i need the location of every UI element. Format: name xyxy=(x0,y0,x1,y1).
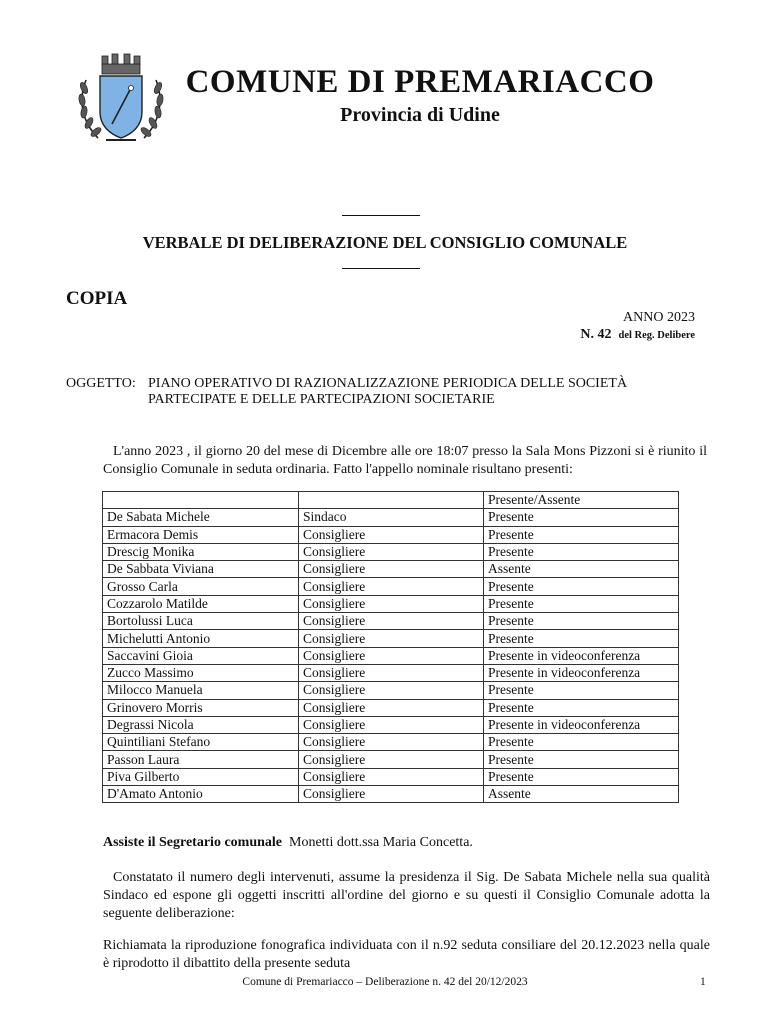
role-cell: Consigliere xyxy=(299,786,484,803)
member-name-cell: Passon Laura xyxy=(103,751,299,768)
table-row xyxy=(103,786,679,803)
table-row xyxy=(103,734,679,751)
secretary-label: Assiste il Segretario comunale xyxy=(103,835,282,850)
table-row xyxy=(103,682,679,699)
divider-top xyxy=(342,215,420,216)
register-label: del Reg. Delibere xyxy=(618,330,695,341)
member-name-cell: De Sabbata Viviana xyxy=(103,561,299,578)
attendance-cell: Assente xyxy=(484,786,679,803)
attendance-cell: Assente xyxy=(484,561,679,578)
attendance-cell: Presente xyxy=(484,526,679,543)
role-cell: Consigliere xyxy=(299,751,484,768)
role-cell: Consigliere xyxy=(299,578,484,595)
attendance-cell: Presente in videoconferenza xyxy=(484,647,679,664)
attendance-table xyxy=(102,491,679,803)
member-name-cell: Ermacora Demis xyxy=(103,526,299,543)
member-name-cell: D'Amato Antonio xyxy=(103,786,299,803)
role-cell: Sindaco xyxy=(299,509,484,526)
secretary-name: Monetti dott.ssa Maria Concetta. xyxy=(289,835,473,850)
subject-block xyxy=(66,376,706,408)
table-row xyxy=(103,595,679,612)
divider-bottom xyxy=(342,268,420,269)
page-number: 1 xyxy=(700,976,706,988)
table-row xyxy=(103,578,679,595)
role-cell: Consigliere xyxy=(299,699,484,716)
subject-line-2: PARTECIPATE E DELLE PARTECIPAZIONI SOCIETARIE xyxy=(148,392,495,407)
attendance-cell: Presente xyxy=(484,578,679,595)
attendance-cell: Presente xyxy=(484,543,679,560)
role-cell: Consigliere xyxy=(299,716,484,733)
member-name-cell: De Sabata Michele xyxy=(103,509,299,526)
attendance-cell: Presente xyxy=(484,630,679,647)
table-row xyxy=(103,561,679,578)
role-cell: Consigliere xyxy=(299,595,484,612)
role-cell: Consigliere xyxy=(299,664,484,681)
table-header-row xyxy=(103,492,679,509)
member-name-cell: Drescig Monika xyxy=(103,543,299,560)
table-row xyxy=(103,543,679,560)
table-row xyxy=(103,768,679,785)
role-cell: Consigliere xyxy=(299,561,484,578)
attendance-cell: Presente xyxy=(484,509,679,526)
table-row xyxy=(103,716,679,733)
subject-line-1: PIANO OPERATIVO DI RAZIONALIZZAZIONE PERIODICA DELLE SOCIETÀ xyxy=(148,376,628,391)
intro-paragraph: L'anno 2023 , il giorno 20 del mese di Dicembre alle ore 18:07 presso la Sala Mons Pizzoni si è riunito il Consiglio Comunale in seduta ordinaria. Fatto l'appello nominale risultano presenti: xyxy=(103,444,707,477)
table-row xyxy=(103,509,679,526)
member-name-cell: Zucco Massimo xyxy=(103,664,299,681)
role-cell: Consigliere xyxy=(299,630,484,647)
recording-paragraph: Richiamata la riproduzione fonografica individuata con il n.92 seduta consiliare del 20.12.2023 nella quale è riprodotto il dibattito della presente seduta xyxy=(103,938,710,971)
table-row xyxy=(103,664,679,681)
attendance-cell: Presente xyxy=(484,768,679,785)
member-name-cell: Degrassi Nicola xyxy=(103,716,299,733)
table-row xyxy=(103,526,679,543)
attendance-cell: Presente in videoconferenza xyxy=(484,716,679,733)
member-name-cell: Saccavini Gioia xyxy=(103,647,299,664)
attendance-cell: Presente/Assente xyxy=(484,492,679,509)
role-cell: Consigliere xyxy=(299,647,484,664)
copy-label: COPIA xyxy=(66,288,128,309)
attendance-cell: Presente xyxy=(484,734,679,751)
member-name-cell: Milocco Manuela xyxy=(103,682,299,699)
attendance-cell: Presente in videoconferenza xyxy=(484,664,679,681)
member-name-cell: Cozzarolo Matilde xyxy=(103,595,299,612)
attendance-cell: Presente xyxy=(484,682,679,699)
table-row xyxy=(103,647,679,664)
role-cell: Consigliere xyxy=(299,526,484,543)
attendance-cell: Presente xyxy=(484,751,679,768)
table-row xyxy=(103,751,679,768)
role-cell: Consigliere xyxy=(299,613,484,630)
table-row xyxy=(103,699,679,716)
member-name-cell: Grosso Carla xyxy=(103,578,299,595)
subject-label: OGGETTO: xyxy=(66,376,136,391)
attendance-cell: Presente xyxy=(484,613,679,630)
member-name-cell: Bortolussi Luca xyxy=(103,613,299,630)
table-row xyxy=(103,613,679,630)
presidency-paragraph: Constatato il numero degli intervenuti, assume la presidenza il Sig. De Sabata Michele nella sua qualità Sindaco ed espone gli oggetti inscritti all'ordine del giorno e su questi il Consiglio Comunale adotta la seguente deliberazione: xyxy=(103,870,710,921)
member-name-cell: Michelutti Antonio xyxy=(103,630,299,647)
year-label: ANNO 2023 xyxy=(623,310,695,325)
number-value: N. 42 xyxy=(580,327,612,342)
member-name-cell xyxy=(103,492,299,509)
attendance-table-body xyxy=(103,492,679,803)
role-cell: Consigliere xyxy=(299,734,484,751)
member-name-cell: Piva Gilberto xyxy=(103,768,299,785)
member-name-cell: Quintiliani Stefano xyxy=(103,734,299,751)
deliberation-number xyxy=(580,327,695,343)
role-cell xyxy=(299,492,484,509)
table-row xyxy=(103,630,679,647)
role-cell: Consigliere xyxy=(299,543,484,560)
attendance-cell: Presente xyxy=(484,699,679,716)
secretary-line xyxy=(103,835,473,851)
role-cell: Consigliere xyxy=(299,768,484,785)
municipality-title: COMUNE DI PREMARIACCO xyxy=(185,64,655,100)
province-subtitle: Provincia di Udine xyxy=(340,104,500,126)
member-name-cell: Grinovero Morris xyxy=(103,699,299,716)
role-cell: Consigliere xyxy=(299,682,484,699)
page-footer: Comune di Premariacco – Deliberazione n. 42 del 20/12/2023 xyxy=(242,976,528,988)
document-type-heading: VERBALE DI DELIBERAZIONE DEL CONSIGLIO COMUNALE xyxy=(142,233,628,252)
attendance-cell: Presente xyxy=(484,595,679,612)
